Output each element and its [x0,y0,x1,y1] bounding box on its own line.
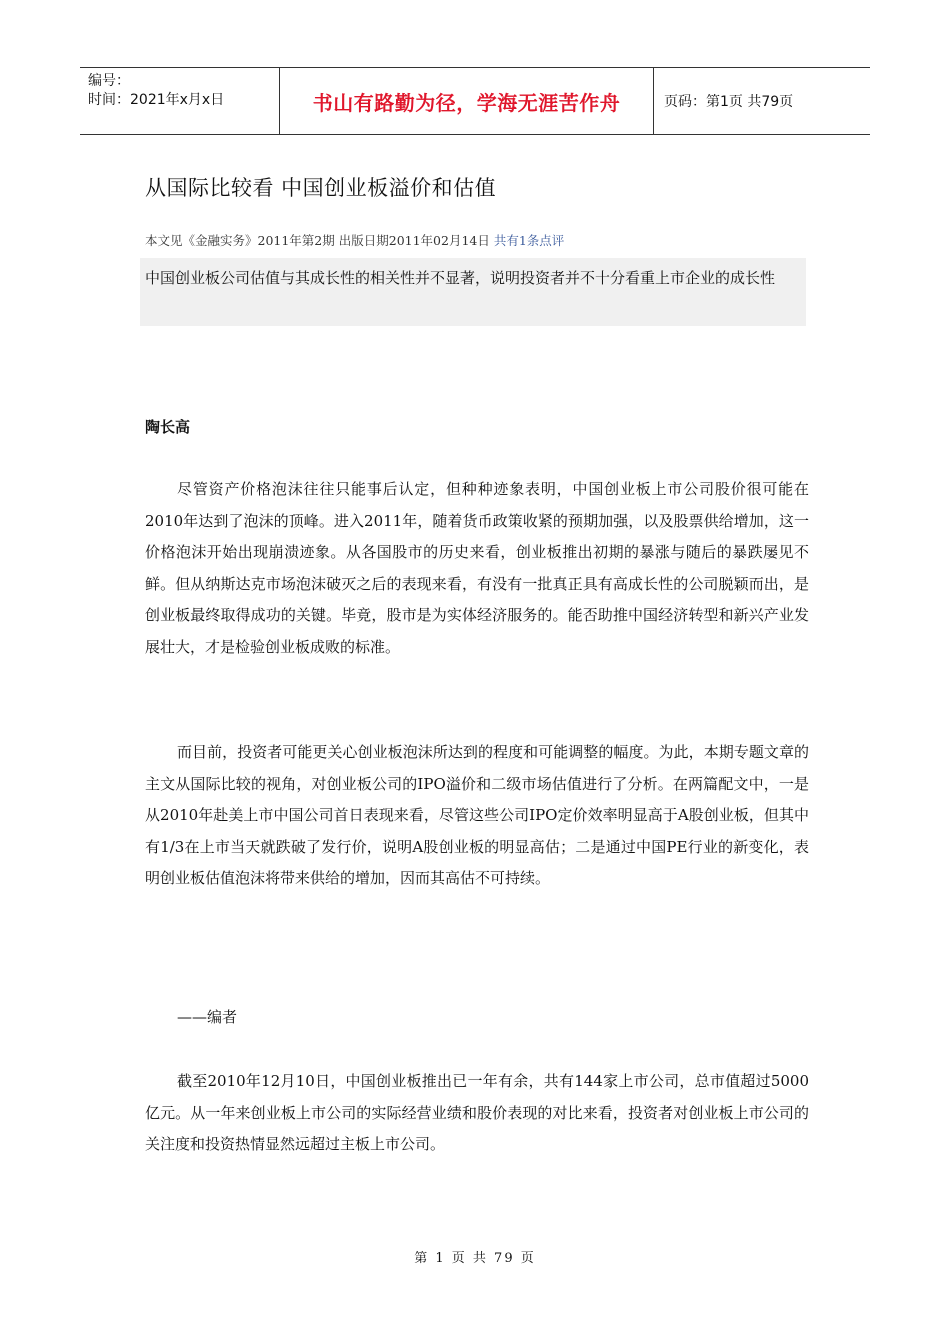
source-text: 本文见《金融实务》2011年第2期 出版日期2011年02月14日 [145,233,494,248]
article-title: 从国际比较看 中国创业板溢价和估值 [145,176,497,200]
document-header [80,67,870,135]
article-source [145,231,564,249]
article-author: 陶长高 [145,418,191,436]
article-summary: 中国创业板公司估值与其成长性的相关性并不显著，说明投资者并不十分看重上市企业的成长性 [140,258,806,326]
page-footer: 第 1 页 共 79 页 [414,1251,536,1266]
comments-link[interactable]: 共有1条点评 [493,233,565,248]
paragraph: 而目前，投资者可能更关心创业板泡沫所达到的程度和可能调整的幅度。为此，本期专题文章的主文从国际比较的视角，对创业板公司的IPO溢价和二级市场估值进行了分析。在两篇配文中，一是从2010年赴美上市中国公司首日表现来看，尽管这些公司IPO定价效率明显高于A股创业板，但其中有1/3在上市当天就跌破了发行价，说明A股创业板的明显高估；二是通过中国PE行业的新变化，表明创业板估值泡沫将带来供给的增加，因而其高估不可持续。 [145,743,809,888]
page-info: 页码：第1页 共79页 [664,94,794,110]
time-label: 时间：2021年x月x日 [88,92,225,108]
number-label: 编号： [88,73,130,89]
header-motto-cell [280,68,654,134]
header-page-cell [654,68,870,134]
paragraph: 截至2010年12月10日，中国创业板推出已一年有余，共有144家上市公司，总市值超过5000亿元。从一年来创业板上市公司的实际经营业绩和股价表现的对比来看，投资者对创业板上市公司的关注度和投资热情显然远超过主板上市公司。 [145,1072,809,1154]
header-meta [80,68,280,134]
motto-text: 书山有路勤为径，学海无涯苦作舟 [312,90,621,115]
editor-signature: ——编者 [177,1008,238,1026]
paragraph: 尽管资产价格泡沫往往只能事后认定，但种种迹象表明，中国创业板上市公司股价很可能在2010年达到了泡沫的顶峰。进入2011年，随着货币政策收紧的预期加强，以及股票供给增加，这一价格泡沫开始出现崩溃迹象。从各国股市的历史来看，创业板推出初期的暴涨与随后的暴跌屡见不鲜。但从纳斯达克市场泡沫破灭之后的表现来看，有没有一批真正具有高成长性的公司脱颖而出，是创业板最终取得成功的关键。毕竟，股市是为实体经济服务的。能否助推中国经济转型和新兴产业发展壮大，才是检验创业板成败的标准。 [145,480,809,656]
